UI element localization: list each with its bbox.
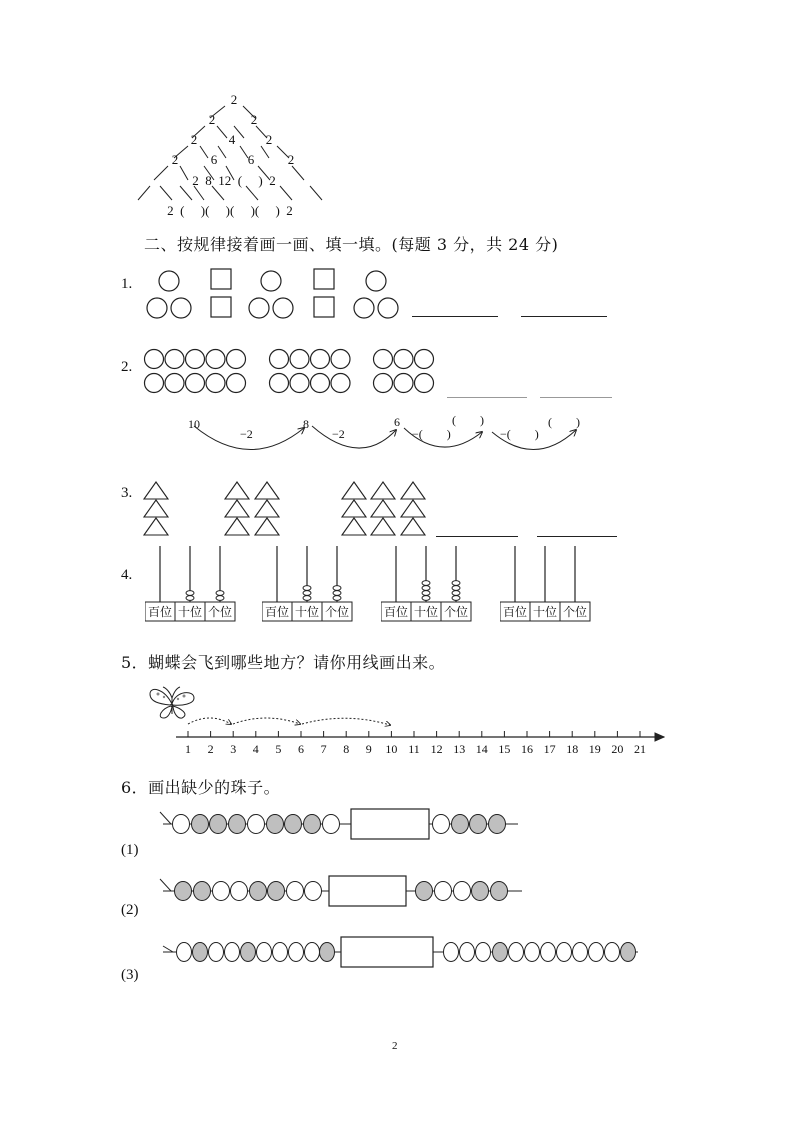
q2-circle: [374, 350, 393, 369]
pyr-r4-c1: 2: [171, 152, 179, 167]
q2-answer-blank-1[interactable]: [447, 397, 527, 398]
q1-square: [314, 269, 334, 289]
q1-square: [211, 297, 231, 317]
q2-circle: [290, 374, 309, 393]
q3-triangle: [144, 500, 168, 517]
q3-answer-blank-1[interactable]: [436, 536, 518, 537]
q3-triangle: [225, 518, 249, 535]
abacus-bead: [422, 591, 430, 596]
q2-circle: [311, 374, 330, 393]
q1-circle: [378, 298, 398, 318]
pyr-r4-c2: 6: [210, 152, 218, 167]
number-line-label: 9: [365, 742, 372, 756]
abacus-place-label: 十位: [532, 605, 558, 619]
bead-gray: [491, 882, 508, 901]
q2-circle: [227, 350, 246, 369]
bead-gray: [192, 815, 209, 834]
missing-beads-box[interactable]: [351, 809, 429, 839]
bead-gray: [194, 882, 211, 901]
q3-triangle: [144, 482, 168, 499]
abacus-bead: [333, 586, 341, 591]
q3-triangle: [401, 482, 425, 499]
bead-gray: [175, 882, 192, 901]
abacus: [381, 544, 473, 624]
number-line-label: 11: [408, 742, 420, 756]
missing-beads-box[interactable]: [329, 876, 406, 906]
bead-white: [476, 943, 491, 962]
abacus-bead: [333, 591, 341, 596]
number-line-label: 18: [566, 742, 579, 756]
q3-triangle: [371, 518, 395, 535]
q2-circle: [165, 374, 184, 393]
q2-answer-blank-2[interactable]: [540, 397, 612, 398]
bead-gray: [416, 882, 433, 901]
number-line: [170, 712, 670, 758]
q1-square: [314, 297, 334, 317]
bead-gray: [193, 943, 208, 962]
number-line-label: 13: [453, 742, 466, 756]
q2-circle: [331, 350, 350, 369]
abacus-place-label: 百位: [264, 605, 290, 619]
abacus-place-label: 百位: [502, 605, 528, 619]
q2-circle: [227, 374, 246, 393]
bead-white: [273, 943, 288, 962]
abacus-bead: [422, 596, 430, 601]
q2-circle: [331, 374, 350, 393]
bead-gray: [320, 943, 335, 962]
q2-circle: [145, 374, 164, 393]
pyr-r6: 2 ( )( )( )( ) 2: [167, 203, 293, 218]
bead-gray: [241, 943, 256, 962]
abacus-bead: [186, 591, 194, 596]
pyr-r5: 2 8 12 ( ) 2: [192, 173, 276, 188]
number-line-label: 3: [230, 742, 237, 756]
pyr-r2-c1: 2: [208, 112, 216, 127]
abacus-bead: [303, 586, 311, 591]
q2-arc: [312, 426, 396, 448]
bead-gray: [285, 815, 302, 834]
q1-circle: [366, 271, 386, 291]
abacus-bead: [452, 586, 460, 591]
q1-circle: [171, 298, 191, 318]
q2-circle: [145, 350, 164, 369]
butterfly-jump: [188, 718, 231, 724]
number-line-label: 5: [275, 742, 282, 756]
q2-step-label: −2: [240, 427, 253, 441]
q6-label-3: (3): [121, 967, 139, 983]
q2-circle: [186, 350, 205, 369]
page-number: 2: [392, 1040, 398, 1052]
q5-title: 5．蝴蝶会飞到哪些地方？请你用线画出来。: [121, 653, 446, 672]
q2-circle: [270, 374, 289, 393]
q1-circle: [273, 298, 293, 318]
abacus-place-label: 十位: [294, 605, 320, 619]
q2-circle: [290, 350, 309, 369]
q2-circle: [206, 350, 225, 369]
q2-number: 2.: [121, 359, 133, 375]
q2-mid-label: 6: [394, 415, 400, 429]
q2-circle: [270, 350, 289, 369]
bead-white: [173, 815, 190, 834]
abacus-bead: [452, 581, 460, 586]
bead-white: [225, 943, 240, 962]
q2-blank-label: ( ): [452, 413, 484, 427]
q3-triangles: [140, 480, 440, 540]
number-line-label: 20: [611, 742, 624, 756]
q2-circles: [140, 346, 440, 398]
number-line-label: 6: [298, 742, 304, 756]
q2-circle: [186, 374, 205, 393]
q3-triangle: [401, 518, 425, 535]
bead-white: [257, 943, 272, 962]
abacus: [500, 544, 592, 624]
number-line-label: 8: [343, 742, 350, 756]
bead-white: [305, 943, 320, 962]
pyr-r3-c1: 2: [190, 132, 198, 147]
q2-circle: [374, 374, 393, 393]
q2-number-jumps: [180, 410, 620, 460]
abacus-place-label: 十位: [413, 605, 439, 619]
pyr-r4-c4: 2: [287, 152, 295, 167]
section-2-title: 二、按规律接着画一画、填一填。(每题 3 分，共 24 分): [144, 235, 559, 254]
bead-white: [435, 882, 452, 901]
q2-circle: [206, 374, 225, 393]
abacus-place-label: 百位: [147, 605, 173, 619]
bead-gray: [470, 815, 487, 834]
q3-triangle: [342, 482, 366, 499]
bead-white: [248, 815, 265, 834]
abacus-bead: [452, 591, 460, 596]
q1-shapes: [140, 264, 400, 324]
bead-gray: [452, 815, 469, 834]
abacus-place-label: 十位: [177, 605, 203, 619]
bead-gray: [250, 882, 267, 901]
number-line-label: 1: [185, 742, 191, 756]
q6-label-2: (2): [121, 902, 139, 918]
pyr-r1-c1: 2: [230, 92, 238, 107]
number-line-label: 19: [588, 742, 601, 756]
q1-circle: [261, 271, 281, 291]
number-line-label: 17: [543, 742, 556, 756]
bead-gray: [210, 815, 227, 834]
bead-white: [525, 943, 540, 962]
number-line-label: 15: [498, 742, 511, 756]
bead-white: [589, 943, 604, 962]
pyr-r3-c3: 2: [265, 132, 273, 147]
bead-white: [209, 943, 224, 962]
bead-white: [213, 882, 230, 901]
q3-triangle: [255, 482, 279, 499]
number-line-label: 12: [430, 742, 443, 756]
abacus: [145, 544, 237, 624]
q2-step-label: −( ): [500, 427, 539, 441]
q2-blank-label: ( ): [548, 415, 580, 429]
q2-circle: [394, 350, 413, 369]
bead-gray: [621, 943, 636, 962]
q2-circle: [394, 374, 413, 393]
bead-white: [231, 882, 248, 901]
q3-triangle: [225, 500, 249, 517]
q2-circle: [415, 350, 434, 369]
butterfly-jump: [233, 718, 300, 724]
bead-white: [177, 943, 192, 962]
abacus: [262, 544, 354, 624]
abacus-place-label: 个位: [324, 605, 350, 619]
bead-white: [305, 882, 322, 901]
abacus-place-label: 个位: [207, 605, 233, 619]
q6-title: 6．画出缺少的珠子。: [121, 778, 281, 797]
q3-triangle: [371, 500, 395, 517]
abacus-bead: [422, 586, 430, 591]
q1-circle: [159, 271, 179, 291]
q4-number: 4.: [121, 567, 133, 583]
q3-triangle: [371, 482, 395, 499]
abacus-bead: [303, 596, 311, 601]
bead-gray: [489, 815, 506, 834]
bead-gray: [268, 882, 285, 901]
q1-circle: [249, 298, 269, 318]
bead-white: [509, 943, 524, 962]
q1-circle: [147, 298, 167, 318]
bead-white: [605, 943, 620, 962]
bead-white: [460, 943, 475, 962]
pyr-r2-c2: 2: [250, 112, 258, 127]
number-line-label: 7: [320, 742, 327, 756]
bead-gray: [304, 815, 321, 834]
q2-step-label: −( ): [412, 427, 451, 441]
q1-answer-blank-2[interactable]: [521, 316, 607, 317]
bead-white: [557, 943, 572, 962]
abacus-place-label: 个位: [562, 605, 588, 619]
q1-answer-blank-1[interactable]: [412, 316, 498, 317]
q3-number: 3.: [121, 485, 133, 501]
q3-triangle: [255, 518, 279, 535]
pyr-r3-c2: 4: [228, 132, 236, 147]
q3-triangle: [401, 500, 425, 517]
butterfly-jump: [302, 718, 390, 725]
q2-circle: [165, 350, 184, 369]
number-line-label: 2: [207, 742, 214, 756]
number-line-label: 4: [252, 742, 259, 756]
q2-step-label: −2: [332, 427, 345, 441]
bead-white: [454, 882, 471, 901]
q1-square: [211, 269, 231, 289]
q1-circle: [354, 298, 374, 318]
bead-white: [287, 882, 304, 901]
bead-white: [573, 943, 588, 962]
bead-gray: [472, 882, 489, 901]
q3-answer-blank-2[interactable]: [537, 536, 617, 537]
q2-mid-label: 8: [303, 417, 309, 431]
q1-number: 1.: [121, 276, 133, 292]
q3-triangle: [225, 482, 249, 499]
abacus-bead: [422, 581, 430, 586]
abacus-bead: [303, 591, 311, 596]
bead-white: [444, 943, 459, 962]
q2-start-label: 10: [188, 417, 200, 431]
q3-triangle: [255, 500, 279, 517]
number-line-label: 10: [385, 742, 398, 756]
number-line-label: 16: [521, 742, 533, 756]
bead-white: [323, 815, 340, 834]
bead-gray: [493, 943, 508, 962]
pyr-r4-c3: 6: [247, 152, 255, 167]
q3-triangle: [342, 518, 366, 535]
number-pyramid: [130, 88, 350, 223]
number-line-label: 14: [475, 742, 488, 756]
bead-white: [289, 943, 304, 962]
q2-circle: [415, 374, 434, 393]
abacus-bead: [186, 596, 194, 601]
bead-strings: [0, 800, 793, 980]
abacus-bead: [216, 591, 224, 596]
bead-gray: [229, 815, 246, 834]
abacus-bead: [333, 596, 341, 601]
q3-triangle: [342, 500, 366, 517]
bead-white: [433, 815, 450, 834]
number-line-label: 21: [634, 742, 646, 756]
missing-beads-box[interactable]: [341, 937, 433, 967]
abacus-place-label: 个位: [443, 605, 469, 619]
q2-circle: [311, 350, 330, 369]
abacus-bead: [216, 596, 224, 601]
q6-label-1: (1): [121, 842, 139, 858]
abacus-bead: [452, 596, 460, 601]
bead-white: [541, 943, 556, 962]
q3-triangle: [144, 518, 168, 535]
abacus-place-label: 百位: [383, 605, 409, 619]
bead-gray: [267, 815, 284, 834]
